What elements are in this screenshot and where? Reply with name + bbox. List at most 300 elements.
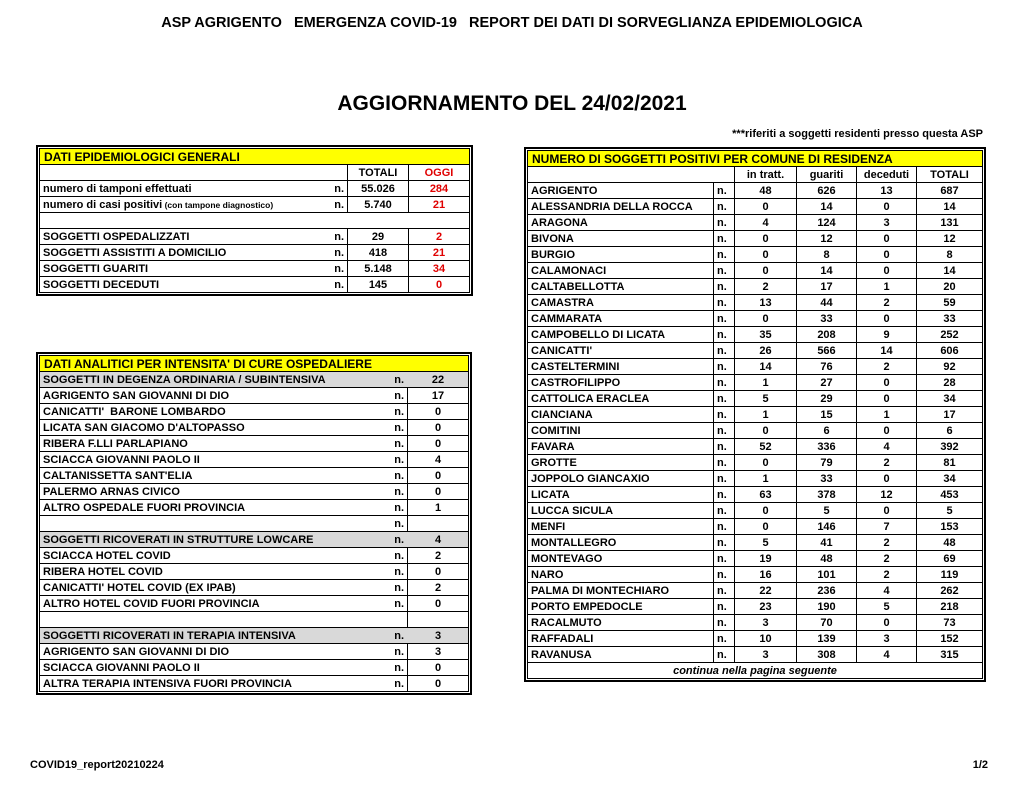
n-label: n. [714,455,735,471]
n-label: n. [714,551,735,567]
totali-value: 29 [348,229,409,245]
guariti-value: 41 [797,535,857,551]
deceduti-value: 3 [857,215,917,231]
comune-name: RACALMUTO [528,615,714,631]
deceduti-value: 2 [857,359,917,375]
deceduti-value: 0 [857,199,917,215]
oggi-value: 284 [409,181,470,197]
blank-cell [40,213,470,229]
n-label: n. [394,389,404,402]
table-row [528,327,983,343]
guariti-value: 33 [797,471,857,487]
deceduti-value: 9 [857,327,917,343]
count-value: 1 [408,500,469,516]
count-value: 4 [408,532,469,548]
row-label [40,580,408,596]
deceduti-value: 0 [857,615,917,631]
comuni-table [527,150,983,679]
n-label: n. [714,647,735,663]
totali-value: 34 [917,391,983,407]
guariti-value: 14 [797,263,857,279]
row-label-text: numero di casi positivi [43,198,163,211]
n-label: n. [714,631,735,647]
general-table [39,148,470,293]
count-value: 0 [408,660,469,676]
table-row [40,197,470,213]
guariti-value: 139 [797,631,857,647]
comune-name: JOPPOLO GIANCAXIO [528,471,714,487]
table-row [40,452,469,468]
table-row [40,644,469,660]
general-table-body [40,181,470,293]
in-tratt-value: 1 [735,471,797,487]
n-label: n. [714,567,735,583]
empty-header-cell [528,167,735,183]
n-label: n. [334,230,344,243]
deceduti-value: 1 [857,279,917,295]
n-label: n. [714,391,735,407]
row-label [40,660,408,676]
in-tratt-value: 5 [735,535,797,551]
n-label: n. [714,503,735,519]
count-value: 0 [408,436,469,452]
row-label [40,516,408,532]
in-tratt-value: 0 [735,263,797,279]
in-tratt-value: 13 [735,295,797,311]
totali-value: 119 [917,567,983,583]
guariti-value: 378 [797,487,857,503]
table-header-row [528,167,983,183]
table-row [40,436,469,452]
table-row [528,455,983,471]
totali-value: 28 [917,375,983,391]
guariti-value: 48 [797,551,857,567]
table-row [40,181,470,197]
n-label: n. [394,501,404,514]
in-tratt-value: 0 [735,247,797,263]
in-tratt-value: 1 [735,407,797,423]
n-label: n. [714,295,735,311]
in-tratt-value: 2 [735,279,797,295]
guariti-value: 190 [797,599,857,615]
guariti-value: 12 [797,231,857,247]
row-label [40,596,408,612]
table-row [40,532,469,548]
table-row [528,343,983,359]
in-tratt-value: 0 [735,199,797,215]
n-label: n. [394,565,404,578]
oggi-column-header: OGGI [409,165,470,181]
comune-name: CASTELTERMINI [528,359,714,375]
in-tratt-column-header: in tratt. [735,167,797,183]
table-title-row [40,149,470,165]
table-row [528,599,983,615]
in-tratt-value: 0 [735,231,797,247]
comune-name: BURGIO [528,247,714,263]
oggi-value: 34 [409,261,470,277]
table-row [528,311,983,327]
report-header: ASP AGRIGENTO EMERGENZA COVID-19 REPORT DEI DATI DI SORVEGLIANZA EPIDEMIOLOGICA [161,15,863,31]
n-label: n. [714,231,735,247]
totali-value: 59 [917,295,983,311]
hospital-care-table [36,352,472,695]
table-row [528,503,983,519]
table-row [528,471,983,487]
totali-value: 20 [917,279,983,295]
row-label-text: CALTANISSETTA SANT'ELIA [43,469,193,482]
table-row [528,535,983,551]
deceduti-value: 7 [857,519,917,535]
care-table-body [40,372,469,692]
row-label [40,644,408,660]
table-title-row [40,356,469,372]
residents-note: ***riferiti a soggetti residenti presso questa ASP [732,128,983,140]
comune-name: LICATA [528,487,714,503]
in-tratt-value: 22 [735,583,797,599]
comune-name: CIANCIANA [528,407,714,423]
row-label-text: SOGGETTI DECEDUTI [43,278,160,291]
n-label: n. [394,405,404,418]
n-label: n. [394,469,404,482]
row-label [40,181,348,197]
comune-name: FAVARA [528,439,714,455]
table-row [40,484,469,500]
row-label-text: AGRIGENTO SAN GIOVANNI DI DIO [43,389,229,402]
deceduti-value: 1 [857,407,917,423]
row-label-text: SOGGETTI GUARITI [43,262,149,275]
in-tratt-value: 26 [735,343,797,359]
in-tratt-value: 1 [735,375,797,391]
comune-name: AGRIGENTO [528,183,714,199]
guariti-value: 6 [797,423,857,439]
totali-value: 315 [917,647,983,663]
continuation-note: continua nella pagina seguente [528,663,983,679]
row-label-text: CANICATTI' BARONE LOMBARDO [43,405,226,418]
row-label [40,261,348,277]
totali-value: 48 [917,535,983,551]
in-tratt-value: 0 [735,311,797,327]
count-value: 0 [408,404,469,420]
empty-header-cell [40,165,348,181]
in-tratt-value: 0 [735,503,797,519]
comune-name: PALMA DI MONTECHIARO [528,583,714,599]
table-row [528,487,983,503]
n-label: n. [714,359,735,375]
table-row [40,372,469,388]
row-label-text: SOGGETTI RICOVERATI IN TERAPIA INTENSIVA [43,629,296,642]
totali-value: 252 [917,327,983,343]
totali-value: 92 [917,359,983,375]
table-row [40,213,470,229]
comune-name: CALTABELLOTTA [528,279,714,295]
deceduti-column-header: deceduti [857,167,917,183]
in-tratt-value: 48 [735,183,797,199]
guariti-value: 14 [797,199,857,215]
count-value: 17 [408,388,469,404]
positives-by-comune-table [524,147,986,682]
comune-name: MONTEVAGO [528,551,714,567]
count-value: 0 [408,564,469,580]
count-value: 0 [408,420,469,436]
row-label [40,197,348,213]
comune-name: PORTO EMPEDOCLE [528,599,714,615]
row-label-text: SOGGETTI ASSISTITI A DOMICILIO [43,246,227,259]
table-row [528,375,983,391]
row-label [40,548,408,564]
n-label: n. [714,199,735,215]
row-label-text: RIBERA HOTEL COVID [43,565,163,578]
in-tratt-value: 0 [735,519,797,535]
count-value [408,612,469,628]
totali-value: 55.026 [348,181,409,197]
guariti-value: 76 [797,359,857,375]
row-label [40,500,408,516]
n-label: n. [714,375,735,391]
in-tratt-value: 4 [735,215,797,231]
in-tratt-value: 19 [735,551,797,567]
table-row [40,548,469,564]
row-label-text: SCIACCA HOTEL COVID [43,549,171,562]
totali-value: 145 [348,277,409,293]
deceduti-value: 0 [857,375,917,391]
table-row [528,295,983,311]
section-label [40,628,408,644]
n-label: n. [714,615,735,631]
table-row [40,245,470,261]
comune-name: CATTOLICA ERACLEA [528,391,714,407]
table-row [528,615,983,631]
n-label: n. [394,373,404,386]
totali-value: 81 [917,455,983,471]
table-row [40,516,469,532]
n-label: n. [714,407,735,423]
n-label: n. [714,439,735,455]
comune-name: RAFFADALI [528,631,714,647]
n-label: n. [714,263,735,279]
deceduti-value: 2 [857,295,917,311]
totali-value: 12 [917,231,983,247]
n-label: n. [394,549,404,562]
count-value: 4 [408,452,469,468]
count-value: 22 [408,372,469,388]
totali-value: 6 [917,423,983,439]
in-tratt-value: 0 [735,455,797,471]
oggi-value: 0 [409,277,470,293]
table-row [40,500,469,516]
totali-value: 131 [917,215,983,231]
n-label: n. [714,535,735,551]
deceduti-value: 3 [857,631,917,647]
deceduti-value: 0 [857,503,917,519]
deceduti-value: 0 [857,391,917,407]
deceduti-value: 0 [857,263,917,279]
n-label: n. [394,421,404,434]
table-row [528,567,983,583]
totali-value: 392 [917,439,983,455]
in-tratt-value: 63 [735,487,797,503]
guariti-value: 33 [797,311,857,327]
totali-value: 17 [917,407,983,423]
row-label [40,420,408,436]
in-tratt-value: 3 [735,615,797,631]
totali-value: 73 [917,615,983,631]
row-label [40,564,408,580]
table-row [40,261,470,277]
guariti-column-header: guariti [797,167,857,183]
totali-value: 152 [917,631,983,647]
deceduti-value: 0 [857,247,917,263]
table-row [40,676,469,692]
in-tratt-value: 16 [735,567,797,583]
n-label: n. [394,533,404,546]
n-label: n. [714,215,735,231]
n-label: n. [714,423,735,439]
in-tratt-value: 5 [735,391,797,407]
table-row [528,407,983,423]
count-value: 0 [408,676,469,692]
deceduti-value: 2 [857,535,917,551]
comuni-table-title: NUMERO DI SOGGETTI POSITIVI PER COMUNE DI RESIDENZA [528,151,983,167]
guariti-value: 336 [797,439,857,455]
count-value: 0 [408,484,469,500]
guariti-value: 79 [797,455,857,471]
totali-value: 5.148 [348,261,409,277]
comune-name: BIVONA [528,231,714,247]
deceduti-value: 2 [857,551,917,567]
in-tratt-value: 52 [735,439,797,455]
totali-value: 153 [917,519,983,535]
count-value: 3 [408,644,469,660]
table-row [528,279,983,295]
n-label: n. [714,327,735,343]
page-title: AGGIORNAMENTO DEL 24/02/2021 [337,92,687,115]
n-label: n. [714,311,735,327]
row-label-text: SOGGETTI IN DEGENZA ORDINARIA / SUBINTENSIVA [43,373,326,386]
table-row [528,647,983,663]
n-label: n. [394,581,404,594]
section-label [40,532,408,548]
n-label: n. [714,183,735,199]
deceduti-value: 14 [857,343,917,359]
table-row [40,468,469,484]
general-table-title: DATI EPIDEMIOLOGICI GENERALI [40,149,470,165]
table-row [528,263,983,279]
table-row [40,580,469,596]
oggi-value: 21 [409,197,470,213]
table-row [528,631,983,647]
in-tratt-value: 23 [735,599,797,615]
count-value: 0 [408,596,469,612]
care-table [39,355,469,692]
row-label-text: AGRIGENTO SAN GIOVANNI DI DIO [43,645,229,658]
comune-name: MONTALLEGRO [528,535,714,551]
in-tratt-value: 10 [735,631,797,647]
guariti-value: 15 [797,407,857,423]
guariti-value: 566 [797,343,857,359]
count-value: 2 [408,548,469,564]
n-label: n. [334,198,344,211]
guariti-value: 8 [797,247,857,263]
guariti-value: 124 [797,215,857,231]
n-label: n. [334,182,344,195]
comune-name: RAVANUSA [528,647,714,663]
table-row [40,404,469,420]
table-row [528,391,983,407]
n-label: n. [714,247,735,263]
row-label [40,676,408,692]
comune-name: CAMPOBELLO DI LICATA [528,327,714,343]
comune-name: MENFI [528,519,714,535]
comune-name: GROTTE [528,455,714,471]
n-label: n. [714,599,735,615]
comuni-table-body [528,183,983,663]
totali-value: 34 [917,471,983,487]
comune-name: CASTROFILIPPO [528,375,714,391]
count-value: 3 [408,628,469,644]
comune-name: CANICATTI' [528,343,714,359]
row-label-text: numero di tamponi effettuati [43,182,192,195]
n-label: n. [394,661,404,674]
row-label [40,388,408,404]
n-label: n. [714,343,735,359]
table-row [528,183,983,199]
row-label [40,245,348,261]
table-row [40,229,470,245]
row-label-text: ALTRA TERAPIA INTENSIVA FUORI PROVINCIA [43,677,292,690]
n-label: n. [394,629,404,642]
comune-name: NARO [528,567,714,583]
oggi-value: 21 [409,245,470,261]
comune-name: ALESSANDRIA DELLA ROCCA [528,199,714,215]
in-tratt-value: 3 [735,647,797,663]
n-label: n. [714,519,735,535]
document-filename: COVID19_report20210224 [30,759,164,771]
row-label [40,612,408,628]
table-row [528,551,983,567]
table-row [528,519,983,535]
table-row [528,423,983,439]
totali-value: 606 [917,343,983,359]
totali-value: 218 [917,599,983,615]
row-label-text: CANICATTI' HOTEL COVID (EX IPAB) [43,581,236,594]
row-label [40,468,408,484]
n-label: n. [394,437,404,450]
n-label: n. [714,471,735,487]
deceduti-value: 12 [857,487,917,503]
row-label [40,277,348,293]
n-label: n. [394,597,404,610]
n-label: n. [394,677,404,690]
table-row [528,439,983,455]
in-tratt-value: 14 [735,359,797,375]
table-row [40,612,469,628]
table-title-row [528,151,983,167]
guariti-value: 236 [797,583,857,599]
n-label: n. [334,262,344,275]
row-label-text: ALTRO HOTEL COVID FUORI PROVINCIA [43,597,260,610]
guariti-value: 308 [797,647,857,663]
n-label: n. [334,246,344,259]
row-label [40,436,408,452]
table-header-row [40,165,470,181]
comune-name: CAMASTRA [528,295,714,311]
deceduti-value: 0 [857,471,917,487]
totali-value: 14 [917,263,983,279]
table-row [528,215,983,231]
row-label [40,452,408,468]
guariti-value: 27 [797,375,857,391]
n-label: n. [394,485,404,498]
